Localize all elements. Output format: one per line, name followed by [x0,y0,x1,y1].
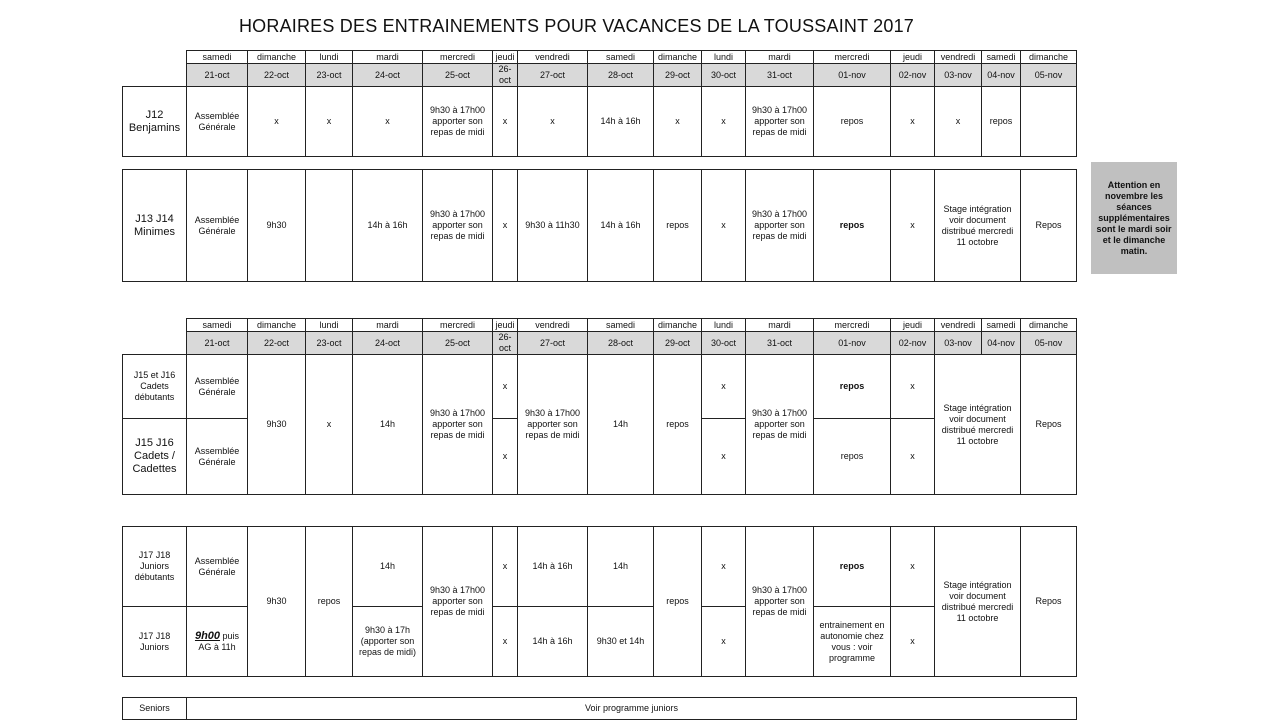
schedule-cell: x [702,170,746,282]
schedule-cell: x [493,527,518,607]
schedule-cell: x [702,87,746,157]
date-header: 01-nov [814,64,891,87]
schedule-cell: 14h [353,355,423,495]
schedule-cell: x [493,355,518,419]
schedule-table-2 [122,318,1077,720]
schedule-cell: 14h à 16h [588,87,654,157]
day-header: mercredi [423,319,493,332]
schedule-cell: x [891,607,935,677]
group-label: J15 J16 Cadets / Cadettes [123,419,187,495]
day-header: lundi [702,319,746,332]
day-header: samedi [982,51,1021,64]
date-header: 03-nov [935,332,982,355]
schedule-cell: 14h à 16h [518,527,588,607]
schedule-cell: x [306,355,353,495]
spacer-row [123,677,1077,698]
schedule-cell: 9h30 à 17h00 apporter son repas de midi [423,87,493,157]
group-label: J12 Benjamins [123,87,187,157]
day-header: jeudi [493,319,518,332]
schedule-cell: 9h30 à 17h00 apporter son repas de midi [423,170,493,282]
schedule-cell: 14h à 16h [518,607,588,677]
day-header: lundi [306,319,353,332]
schedule-cell: Assemblée Générale [187,527,248,607]
schedule-cell: Stage intégration voir document distribué mercredi 11 octobre [935,170,1021,282]
juniors-ag: puis AG à 11h [198,630,240,652]
day-header: samedi [187,51,248,64]
date-header: 26-oct [493,64,518,87]
table-row [123,355,1077,419]
schedule-cell: 9h30 à 17h (apporter son repas de midi) [353,607,423,677]
schedule-cell: Assemblée Générale [187,87,248,157]
schedule-cell: 9h30 à 17h00 apporter son repas de midi [423,355,493,495]
schedule-cell: 9h30 [248,170,306,282]
date-header: 05-nov [1021,332,1077,355]
schedule-cell: Voir programme juniors [187,698,1077,720]
date-header: 24-oct [353,332,423,355]
schedule-cell: entrainement en autonomie chez vous : voir programme [814,607,891,677]
date-header: 31-oct [746,64,814,87]
date-header: 03-nov [935,64,982,87]
spacer-row [123,157,1077,170]
group-label: J15 et J16 Cadets débutants [123,355,187,419]
day-header: lundi [702,51,746,64]
date-header: 23-oct [306,332,353,355]
date-header: 29-oct [654,332,702,355]
notice-line: et le dimanche [1102,234,1166,245]
day-header: dimanche [654,51,702,64]
date-header-row [123,332,1077,355]
day-header: vendredi [935,319,982,332]
date-header: 28-oct [588,64,654,87]
table-row [123,87,1077,157]
juniors-time: 9h00 [194,629,221,642]
schedule-cell: 9h30 à 17h00 apporter son repas de midi [746,527,814,677]
notice-line: sont le mardi soir [1096,223,1172,234]
date-header-row [123,64,1077,87]
schedule-cell: x [702,355,746,419]
schedule-cell: x [493,87,518,157]
schedule-cell: Assemblée Générale [187,355,248,419]
table-row [123,170,1077,282]
date-header: 23-oct [306,64,353,87]
notice-box [1091,162,1177,274]
schedule-cell: Assemblée Générale [187,419,248,495]
day-header: vendredi [518,51,588,64]
schedule-cell: Repos [1021,527,1077,677]
group-label: J17 J18 Juniors débutants [123,527,187,607]
group-label: J13 J14 Minimes [123,170,187,282]
date-header: 04-nov [982,64,1021,87]
schedule-table-1 [122,50,1077,282]
schedule-cell: 9h30 à 17h00 apporter son repas de midi [746,170,814,282]
schedule-cell: x [353,87,423,157]
date-header: 24-oct [353,64,423,87]
date-header: 05-nov [1021,64,1077,87]
day-header: dimanche [248,319,306,332]
day-header: jeudi [891,319,935,332]
schedule-cell: x [891,355,935,419]
schedule-cell: 9h30 à 17h00 apporter son repas de midi [423,527,493,677]
date-header: 25-oct [423,332,493,355]
schedule-cell: 14h à 16h [588,170,654,282]
table-row [123,527,1077,607]
schedule-cell: x [654,87,702,157]
schedule-cell: Repos [1021,170,1077,282]
schedule-cell: x [702,419,746,495]
schedule-cell: Stage intégration voir document distribué mercredi 11 octobre [935,527,1021,677]
schedule-cell: repos [306,527,353,677]
date-header: 29-oct [654,64,702,87]
date-header: 27-oct [518,332,588,355]
day-header: mercredi [423,51,493,64]
day-header: mercredi [814,51,891,64]
notice-line: supplémentaires [1098,212,1170,223]
day-header: jeudi [891,51,935,64]
table-row [123,698,1077,720]
schedule-cell: 9h30 et 14h [588,607,654,677]
schedule-cell: 14h [588,527,654,607]
schedule-cell: x [248,87,306,157]
schedule-cell [187,607,248,677]
day-header: mercredi [814,319,891,332]
day-header: mardi [353,51,423,64]
date-header: 01-nov [814,332,891,355]
day-header: vendredi [935,51,982,64]
day-header: dimanche [654,319,702,332]
schedule-cell: x [306,87,353,157]
schedule-cell: Stage intégration voir document distribué mercredi 11 octobre [935,355,1021,495]
date-header: 25-oct [423,64,493,87]
schedule-cell: Assemblée Générale [187,170,248,282]
notice-line: novembre les [1104,190,1164,201]
day-header: vendredi [518,319,588,332]
group-label: Seniors [123,698,187,720]
schedule-cell: x [891,527,935,607]
date-header: 27-oct [518,64,588,87]
date-header: 30-oct [702,332,746,355]
date-header: 26-oct [493,332,518,355]
schedule-cell: repos [814,419,891,495]
day-header: jeudi [493,51,518,64]
date-header: 21-oct [187,64,248,87]
schedule-cell: 14h à 16h [353,170,423,282]
schedule-cell: 9h30 [248,355,306,495]
day-header-row [123,51,1077,64]
schedule-cell [1021,87,1077,157]
schedule-cell: repos [654,170,702,282]
schedule-cell: repos [982,87,1021,157]
schedule-cell: 14h [588,355,654,495]
schedule-cell: repos [814,87,891,157]
schedule-cell: x [891,170,935,282]
schedule-cell: 9h30 à 17h00 apporter son repas de midi [746,87,814,157]
date-header: 04-nov [982,332,1021,355]
group-label: J17 J18 Juniors [123,607,187,677]
day-header: samedi [982,319,1021,332]
day-header: dimanche [248,51,306,64]
schedule-cell: repos [654,527,702,677]
date-header: 28-oct [588,332,654,355]
schedule-cell: x [493,419,518,495]
day-header: dimanche [1021,51,1077,64]
schedule-cell: 9h30 à 11h30 [518,170,588,282]
schedule-cell: x [702,527,746,607]
notice-line: matin. [1120,245,1148,256]
schedule-cell: x [702,607,746,677]
day-header: dimanche [1021,319,1077,332]
schedule-cell: repos [814,355,891,419]
day-header: samedi [588,51,654,64]
schedule-cell: x [493,607,518,677]
spacer-row [123,495,1077,527]
schedule-cell: x [518,87,588,157]
schedule-cell: repos [814,527,891,607]
date-header: 31-oct [746,332,814,355]
day-header: samedi [187,319,248,332]
date-header: 30-oct [702,64,746,87]
schedule-cell: 9h30 [248,527,306,677]
day-header: mardi [746,51,814,64]
schedule-cell: 9h30 à 17h00 apporter son repas de midi [746,355,814,495]
notice-line: séances [1116,201,1152,212]
day-header-row [123,319,1077,332]
notice-line: Attention en [1107,179,1161,190]
date-header: 02-nov [891,332,935,355]
page-title: HORAIRES DES ENTRAINEMENTS POUR VACANCES DE LA TOUSSAINT 2017 [238,16,915,36]
day-header: lundi [306,51,353,64]
day-header: mardi [746,319,814,332]
day-header: samedi [588,319,654,332]
schedule-cell: 9h30 à 17h00 apporter son repas de midi [518,355,588,495]
schedule-cell: x [891,419,935,495]
date-header: 22-oct [248,64,306,87]
schedule-cell: Repos [1021,355,1077,495]
schedule-cell: x [493,170,518,282]
schedule-cell [306,170,353,282]
schedule-cell: 14h [353,527,423,607]
date-header: 21-oct [187,332,248,355]
schedule-cell: x [891,87,935,157]
schedule-cell: repos [814,170,891,282]
date-header: 22-oct [248,332,306,355]
schedule-cell: x [935,87,982,157]
date-header: 02-nov [891,64,935,87]
schedule-cell: repos [654,355,702,495]
day-header: mardi [353,319,423,332]
